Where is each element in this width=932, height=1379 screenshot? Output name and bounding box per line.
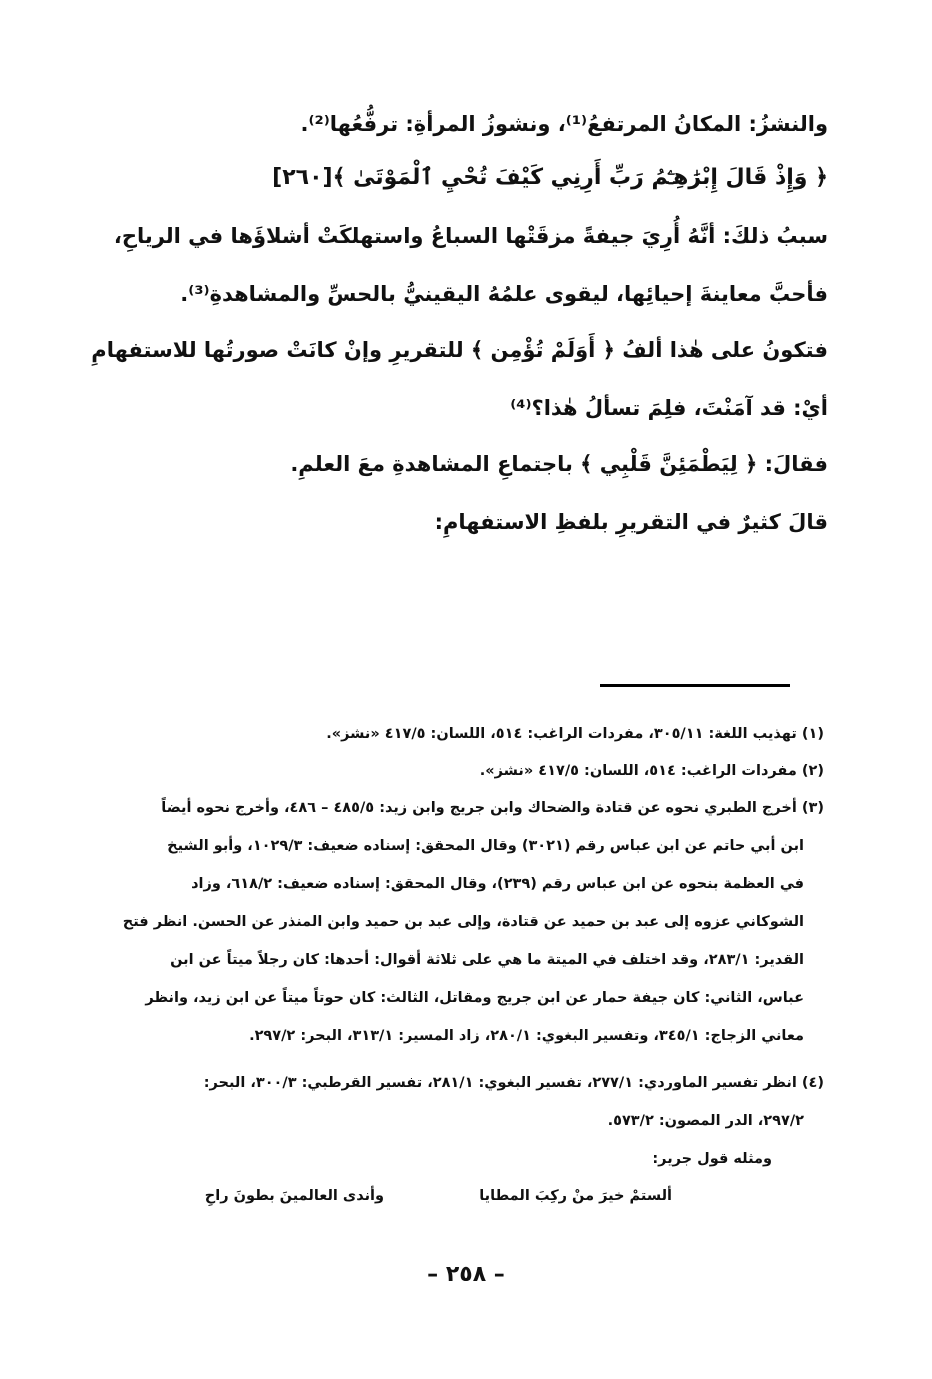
footnote-3-line-2: ابن أبي حاتم عن ابن عباس رقم (٣٠٢١) وقال المحقق: إسناده ضعيف: ١٠٢٩/٣، وأبو الشيخ [167,838,804,854]
footnote-2: (٢) مفردات الراغب: ٥١٤، اللسان: ٤١٧/٥ «نشز». [479,763,824,779]
text-line-7: فقالَ: ﴿ لِيَطْمَئِنَّ قَلْبِي ﴾ باجتماعِ المشاهدةِ معَ العلمِ. [290,452,828,476]
footnote-1: (١) تهذيب اللغة: ٣٠٥/١١، مفردات الراغب: ٥١٤، اللسان: ٤١٧/٥ «نشز». [326,726,824,742]
text-line-6: أيْ: قد آمَنْتَ، فلِمَ تسألُ هٰذا؟⁽⁴⁾ [510,396,828,420]
poetry-verse-left: وأندى العالمينَ بطونَ راحِ [204,1188,384,1204]
footnote-3-line-4: الشوكاني عزوه إلى عبد بن حميد عن قتادة، وإلى عبد بن حميد وابن المنذر عن الحسن. انظر فتح [122,914,804,930]
footnote-4-line-2: ٢٩٧/٢، الدر المصون: ٥٧٣/٢. [607,1113,804,1129]
footnote-separator [600,684,790,687]
quran-verse-line: ﴿ وَإِذْ قَالَ إِبْرَٰهِـۧمُ رَبِّ أَرِنِي كَيْفَ تُحْيِ ٱلْمَوْتَىٰ ﴾[٢٦٠] [272,165,828,190]
text-line-4: فأحبَّ معاينةَ إحيائِها، ليقوى علمُهُ اليقينيُّ بالحسِّ والمشاهدةِ⁽³⁾. [180,282,828,306]
page-number: – ٢٥٨ – [427,1262,505,1287]
footnote-3-line-3: في العظمة بنحوه عن ابن عباس رقم (٢٣٩)، وقال المحقق: إسناده ضعيف: ٦١٨/٢، وزاد [191,876,804,892]
footnote-3-line-7: معاني الزجاج: ٣٤٥/١، وتفسير البغوي: ٢٨٠/١، زاد المسير: ٣١٣/١، البحر: ٢٩٧/٢. [249,1028,804,1044]
text-line-5: فتكونُ على هٰذا ألفُ ﴿ أَوَلَمْ تُؤْمِن ﴾ للتقريرِ وإنْ كانَتْ صورتُها للاستفهامِ [91,338,828,362]
text-line-3: سببُ ذلكَ: أنَّهُ أُرِيَ جيفةً مزقَتْها السباعُ واستهلكَتْ أشلاؤَها في الرياحِ، [113,224,828,248]
text-line-8: قالَ كثيرٌ في التقريرِ بلفظِ الاستفهامِ: [434,510,828,534]
footnote-4-line-1: (٤) انظر تفسير الماوردي: ٢٧٧/١، تفسير البغوي: ٢٨١/١، تفسير القرطبي: ٣٠٠/٣، البحر: [203,1075,824,1091]
footnote-3-line-1: (٣) أخرج الطبري نحوه عن قتادة والضحاك وابن جريج وابن زيد: ٤٨٥/٥ – ٤٨٦، وأخرج نحوه أيضاً [161,800,824,816]
footnote-4-line-3: ومثله قول جرير: [652,1151,772,1167]
text-line-1: والنشزُ: المكانُ المرتفعُ⁽¹⁾، ونشوزُ المرأةِ: ترفُّعُها⁽²⁾. [300,112,828,136]
footnote-3-line-6: عباس، الثاني: كان جيفة حمار عن ابن جريج ومقاتل، الثالث: كان حوتاً ميتاً عن ابن زيد، وانظر [145,990,804,1006]
footnote-3-line-5: القدير: ٢٨٣/١، وقد اختلف في الميتة ما هي على ثلاثة أقوال: أحدها: كان رجلاً ميتاً عن ابن [170,952,804,968]
poetry-verse-right: ألستمْ خيرَ منْ ركِبَ المطايا [479,1188,672,1204]
